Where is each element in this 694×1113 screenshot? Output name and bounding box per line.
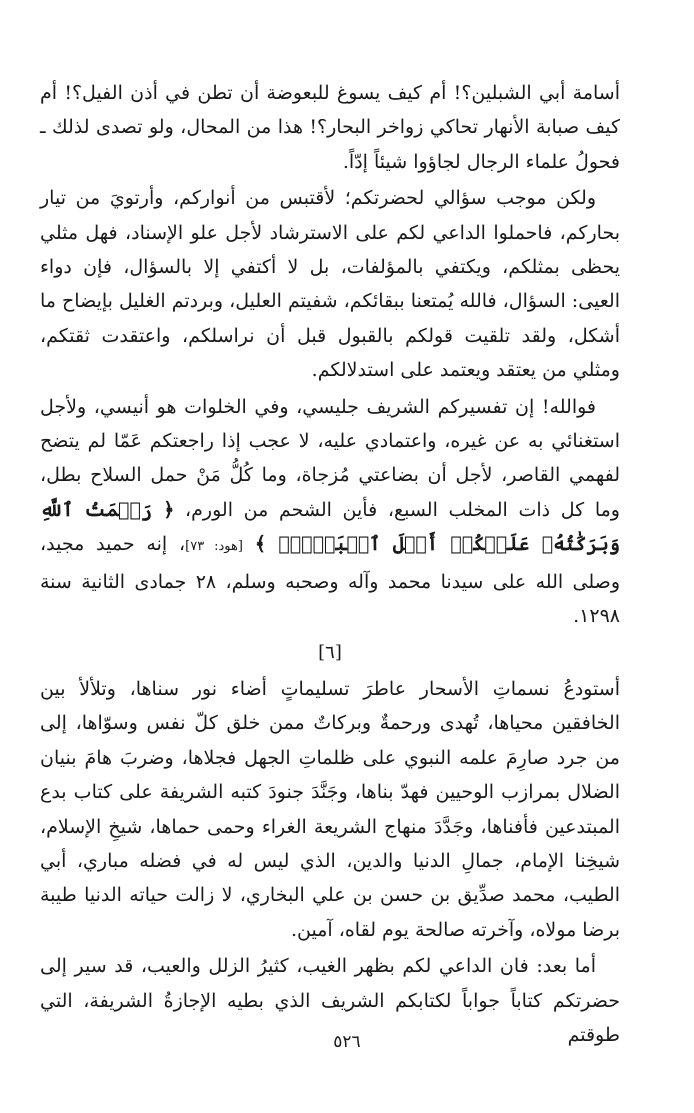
paragraph-3-closing: ، إنه حميد مجيد، وصلى الله على سيدنا محمد وآله وصحبه وسلم، ٢٨ جمادى الثانية سنة ١٢٩٨. xyxy=(40,533,620,628)
paragraph-3-text: فوالله! إن تفسيركم الشريف جليسي، وفي الخلوات هو أنيسي، ولأجل استغنائي به عن غيره، واعتمادي عليه، لا عجب إذا راجعتكم عَمّا لم يتضح لفهمي القاصر، لأجل أن بضاعتي مُزجاة، وما كُلُّ مَنْ حمل السلاح بطل، وما كل ذات المخلب السبع، فأين الشحم من الورم، xyxy=(40,395,620,521)
page-body xyxy=(40,76,620,1052)
paragraph-5: أما بعد: فان الداعي لكم بظهر الغيب، كثيرُ الزلل والعيب، قد سير إلى حضرتكم كتاباً جواباً لكتابكم الشريف الذي بطيه الإجازةُ الشريفة، التي طوقتم xyxy=(40,955,620,1046)
paragraph-2: ولكن موجب سؤالي لحضرتكم؛ لأقتبس من أنواركم، وأرتويَ من تيار بحاركم، فاحملوا الداعي لكم على الاسترشاد لأجل علو الإسناد، فهل مثلي يحظى بمثلكم، ويكتفي بالمؤلفات، بل لا أكتفي إلا بالسؤال، فإن دواء العيى: السؤال، فالله يُمتعنا ببقائكم، شفيتم العليل، وبردتم الغليل بإيضاح ما أشكل، ولقد تلقيت قولكم بالقبول قبل أن نراسلكم، واعتقدت ثقتكم، ومثلي من يعتقد ويعتمد على استدلالكم. xyxy=(40,187,620,382)
section-heading: [٦] xyxy=(318,641,342,663)
quran-verse: ﴿ رَحۡمَتُ ٱللَّهِ وَبَرَكَٰتُهُۥ عَلَيۡكُمۡ أَهۡلَ ٱلۡبَيۡتِۚ ﴾ xyxy=(40,498,621,556)
paragraph-4: أستودعُ نسماتِ الأسحار عاطرَ تسليماتٍ أضاء نور سناها، وتلألأ بين الخافقين محياها، تُهدى ورحمةٌ وبركاتٌ ممن خلق كلّ نفس وسوّاها، إلى من جرد صارِمَ علمه النبوي على ظلماتِ الجهل فجلاها، وضربَ هامَ بنيان الضلال بمرازب الوحيين فهدّ بناها، وجَنَّدَ جنودَ كتبه الشريفة على كتاب بدع المبتدعين فأفناها، وجَدَّدَ منهاج الشريعة الغراء وحمى حماها، شيخِ الإسلام، شيخِنا الإمام، جمالِ الدنيا والدين، الذي ليس له في فضله مباري، أبي الطيب، محمد صدِّيق بن حسن بن علي البخاري، لا زالت حياته الدنيا طيبة برضا مولاه، وآخرته صالحة يوم لقاه، آمين. xyxy=(40,677,620,941)
page-number: ٥٢٦ xyxy=(333,1032,361,1052)
verse-reference: [هود: ٧٣] xyxy=(185,539,243,555)
paragraph-1: أسامة أبي الشبلين؟! أم كيف يسوغ للبعوضة أن تطن في أذن الفيل؟! أم كيف صبابة الأنهار تحاكي زواخر البحار؟! هذا من المحال، ولو تصدى لذلك ـ فحولُ علماء الرجال لجاؤوا شيئاً إدّاً. xyxy=(40,82,620,173)
paragraph-3 xyxy=(40,390,620,634)
